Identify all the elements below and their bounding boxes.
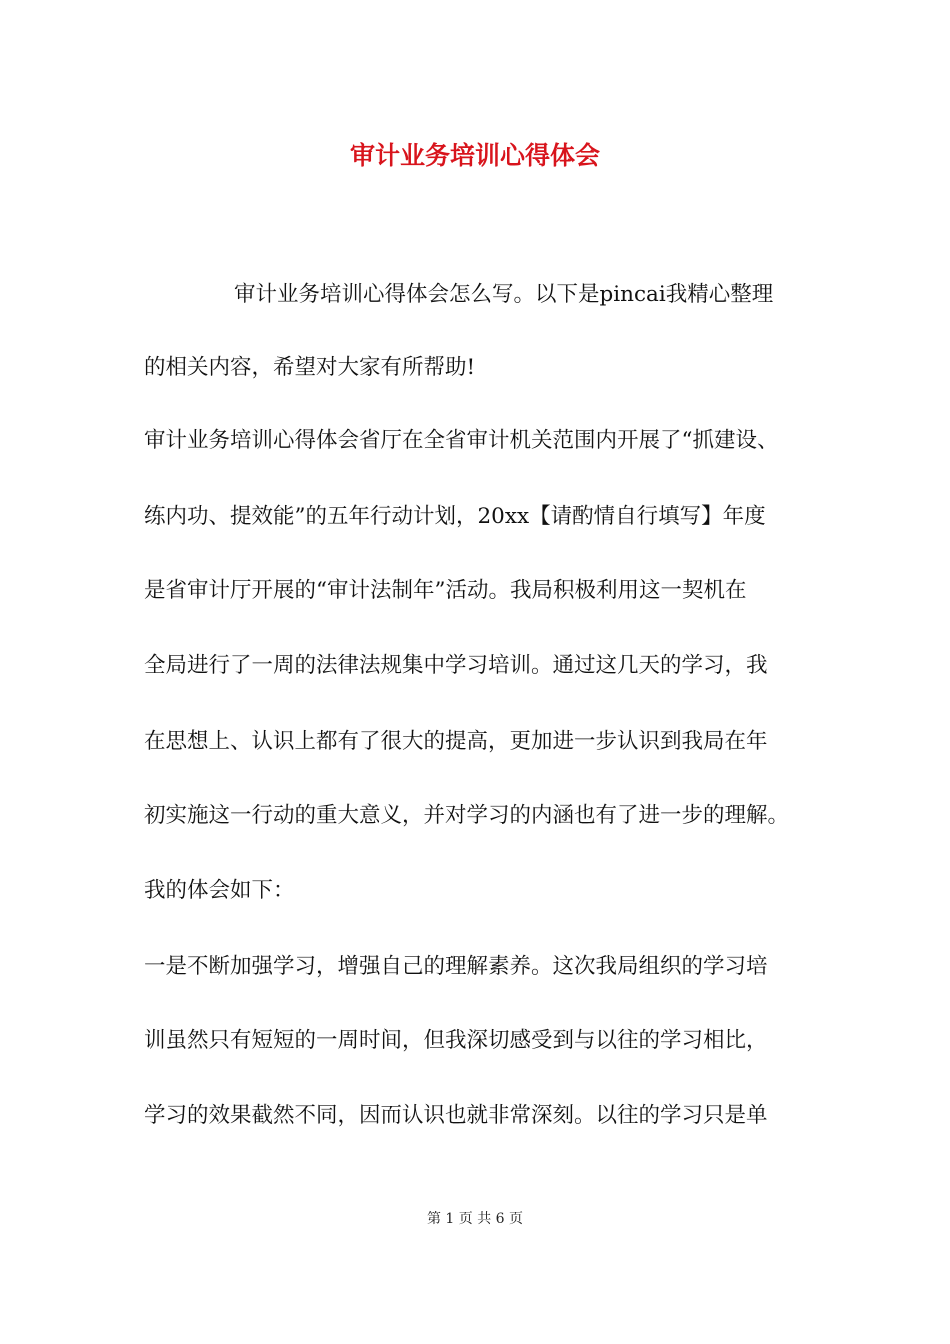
paragraph-line: 初实施这一行动的重大意义，并对学习的内涵也有了进一步的理解。 [144, 803, 790, 828]
paragraph-line: 我的体会如下： [144, 878, 295, 903]
paragraph-line: 练内功、提效能”的五年行动计划，20xx【请酌情自行填写】年度 [144, 504, 766, 529]
paragraph-line: 是省审计厅开展的“审计法制年”活动。我局积极利用这一契机在 [144, 578, 747, 603]
paragraph-line: 学习的效果截然不同，因而认识也就非常深刻。以往的学习只是单 [144, 1103, 768, 1128]
paragraph-line: 审计业务培训心得体会省厅在全省审计机关范围内开展了“抓建设、 [144, 428, 779, 453]
paragraph-line: 的相关内容，希望对大家有所帮助! [144, 355, 476, 380]
paragraph-line: 全局进行了一周的法律法规集中学习培训。通过这几天的学习，我 [144, 653, 768, 678]
paragraph-line: 审计业务培训心得体会怎么写。以下是pincai我精心整理 [234, 282, 774, 307]
paragraph-line: 训虽然只有短短的一周时间，但我深切感受到与以往的学习相比， [144, 1028, 768, 1053]
document-title: 审计业务培训心得体会 [349, 141, 600, 170]
paragraph-line: 一是不断加强学习，增强自己的理解素养。这次我局组织的学习培 [144, 954, 768, 979]
page-number-footer: 第 1 页 共 6 页 [426, 1211, 524, 1227]
paragraph-line: 在思想上、认识上都有了很大的提高，更加进一步认识到我局在年 [144, 729, 768, 754]
